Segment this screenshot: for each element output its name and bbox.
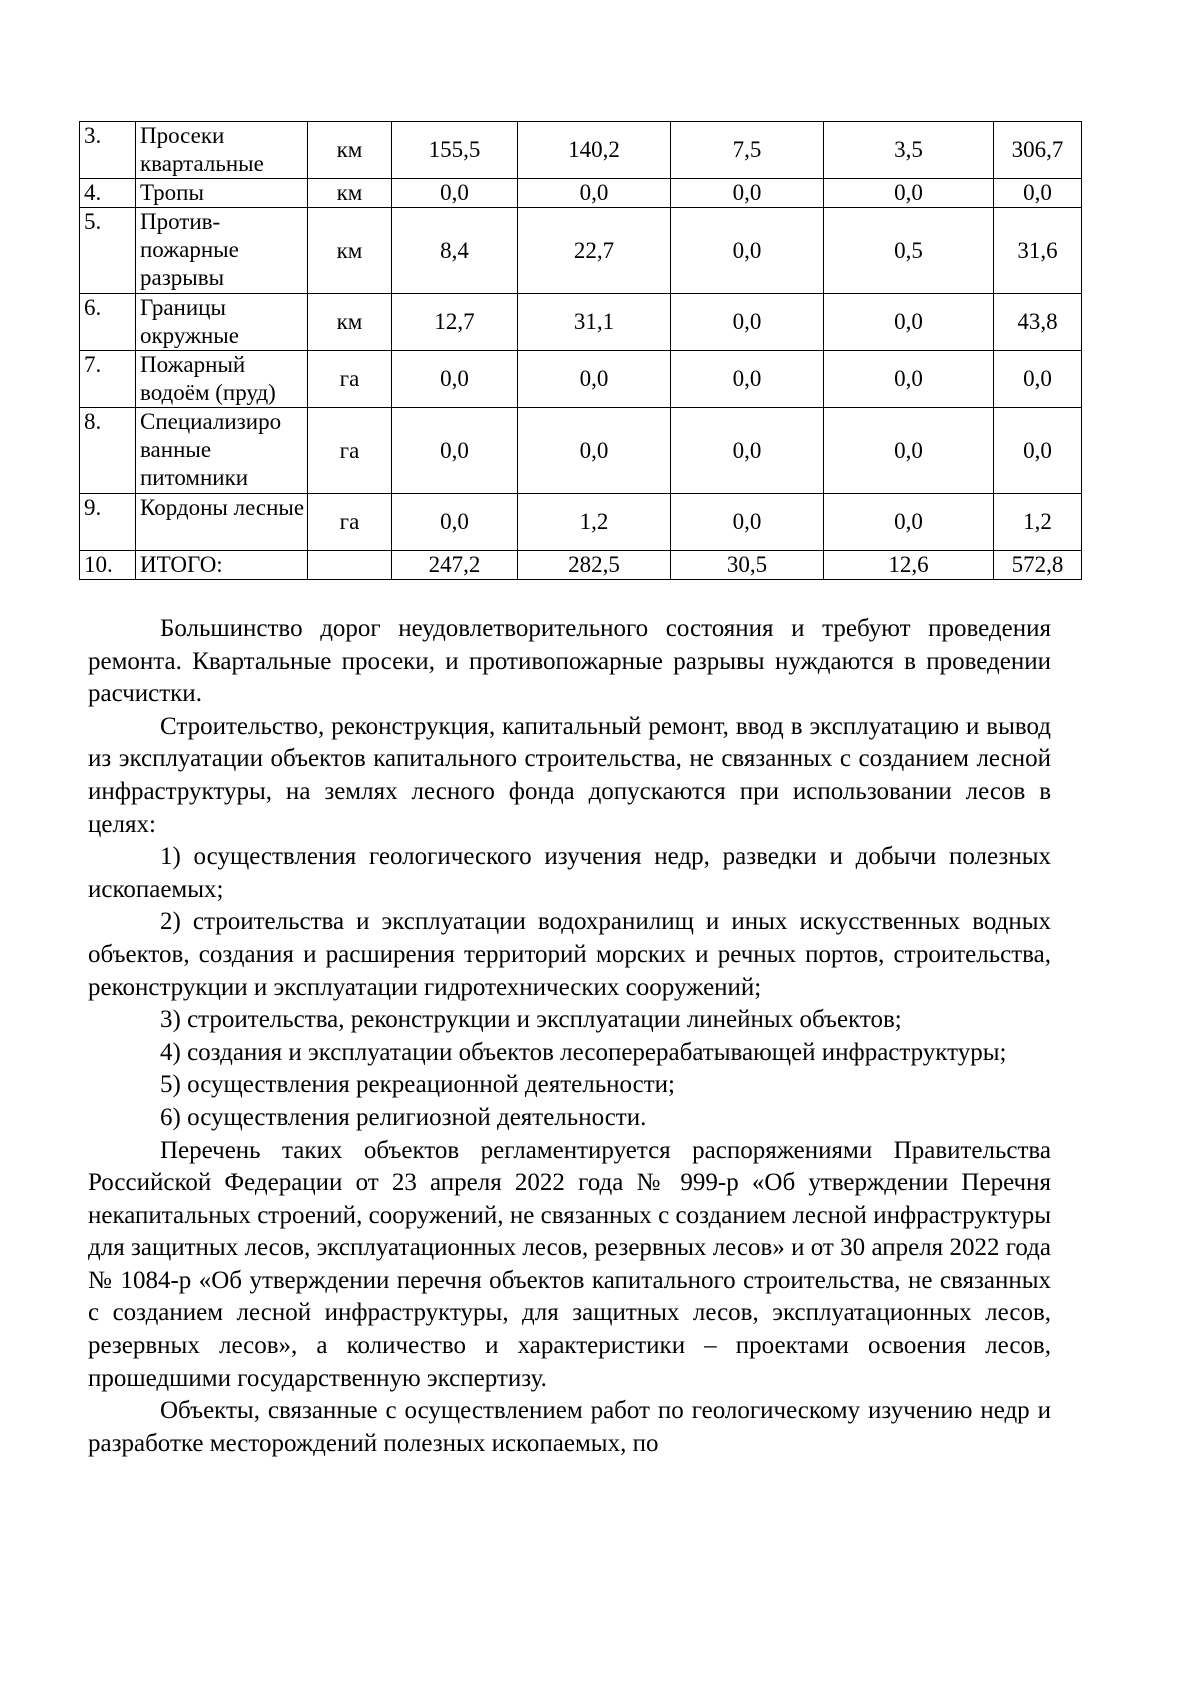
row-number: 5. bbox=[80, 208, 136, 294]
row-value-4: 0,0 bbox=[824, 294, 994, 351]
row-value-4: 0,0 bbox=[824, 408, 994, 494]
row-value-total: 1,2 bbox=[994, 494, 1082, 551]
row-value-total: 0,0 bbox=[994, 408, 1082, 494]
row-name: Пожарный водоём (пруд) bbox=[136, 351, 308, 408]
row-value-3: 7,5 bbox=[671, 122, 824, 179]
row-value-1: 0,0 bbox=[392, 494, 518, 551]
row-value-3: 0,0 bbox=[671, 179, 824, 208]
row-value-1: 0,0 bbox=[392, 351, 518, 408]
row-name: Тропы bbox=[136, 179, 308, 208]
table-row bbox=[80, 208, 1082, 294]
paragraph: Перечень таких объектов регламентируется распоряжениями Правительства Российской Федерации от 23 апреля 2022 года № 999-р «Об утверждении Перечня некапитальных строений, сооружений, не связанных с созданием лесной инфраструктуры для защитных лесов, эксплуатационных лесов, резервных лесов» и от 30 апреля 2022 года № 1084-р «Об утверждении перечня объектов капитального строительства, не связанных с созданием лесной инфраструктуры, для защитных лесов, эксплуатационных лесов, резервных лесов», а количество и характеристики – проектами освоения лесов, прошедшими государственную экспертизу. bbox=[88, 1136, 1051, 1392]
row-value-2: 1,2 bbox=[518, 494, 671, 551]
row-value-2: 31,1 bbox=[518, 294, 671, 351]
row-value-3: 0,0 bbox=[671, 408, 824, 494]
infrastructure-table bbox=[79, 121, 1082, 580]
row-number: 6. bbox=[80, 294, 136, 351]
row-value-3: 30,5 bbox=[671, 551, 824, 580]
table-row bbox=[80, 294, 1082, 351]
row-value-2: 0,0 bbox=[518, 179, 671, 208]
body-text bbox=[88, 613, 1051, 1460]
row-unit: га bbox=[308, 494, 392, 551]
row-value-total: 0,0 bbox=[994, 179, 1082, 208]
list-item: 4) создания и эксплуатации объектов лесоперерабатывающей инфраструктуры; bbox=[160, 1038, 1007, 1066]
row-unit: га bbox=[308, 351, 392, 408]
row-value-1: 247,2 bbox=[392, 551, 518, 580]
row-value-3: 0,0 bbox=[671, 351, 824, 408]
row-value-2: 22,7 bbox=[518, 208, 671, 294]
row-number: 3. bbox=[80, 122, 136, 179]
row-unit: км bbox=[308, 179, 392, 208]
row-value-1: 8,4 bbox=[392, 208, 518, 294]
row-name: Специализиро ванные питомники bbox=[136, 408, 308, 494]
row-value-total: 572,8 bbox=[994, 551, 1082, 580]
row-number: 4. bbox=[80, 179, 136, 208]
row-name: ИТОГО: bbox=[136, 551, 308, 580]
row-number: 8. bbox=[80, 408, 136, 494]
row-unit: км bbox=[308, 294, 392, 351]
table-total-row bbox=[80, 551, 1082, 580]
row-value-total: 306,7 bbox=[994, 122, 1082, 179]
row-unit: км bbox=[308, 122, 392, 179]
row-value-1: 12,7 bbox=[392, 294, 518, 351]
row-name: Кордоны лесные bbox=[136, 494, 308, 551]
row-value-1: 0,0 bbox=[392, 408, 518, 494]
table-row bbox=[80, 351, 1082, 408]
row-value-4: 0,5 bbox=[824, 208, 994, 294]
row-value-2: 282,5 bbox=[518, 551, 671, 580]
row-value-4: 12,6 bbox=[824, 551, 994, 580]
row-value-2: 0,0 bbox=[518, 408, 671, 494]
row-value-4: 0,0 bbox=[824, 179, 994, 208]
row-unit bbox=[308, 551, 392, 580]
row-value-4: 0,0 bbox=[824, 494, 994, 551]
table-row bbox=[80, 179, 1082, 208]
row-value-total: 0,0 bbox=[994, 351, 1082, 408]
row-unit: га bbox=[308, 408, 392, 494]
list-item: 6) осуществления религиозной деятельности. bbox=[160, 1103, 647, 1131]
row-value-total: 43,8 bbox=[994, 294, 1082, 351]
row-value-1: 0,0 bbox=[392, 179, 518, 208]
list-item: 1) осуществления геологического изучения недр, разведки и добычи полезных ископаемых; bbox=[88, 843, 1051, 903]
table-row bbox=[80, 494, 1082, 551]
row-value-total: 31,6 bbox=[994, 208, 1082, 294]
paragraph: Объекты, связанные с осуществлением работ по геологическому изучению недр и разработке месторождений полезных ископаемых, по bbox=[88, 1397, 1051, 1457]
row-number: 7. bbox=[80, 351, 136, 408]
list-item: 5) осуществления рекреационной деятельности; bbox=[160, 1071, 675, 1099]
row-value-3: 0,0 bbox=[671, 294, 824, 351]
table-row bbox=[80, 408, 1082, 494]
paragraph: Строительство, реконструкция, капитальный ремонт, ввод в эксплуатацию и вывод из эксплуатации объектов капитального строительства, не связанных с созданием лесной инфраструктуры, на землях лесного фонда допускаются при использовании лесов в целях: bbox=[88, 712, 1051, 838]
row-value-3: 0,0 bbox=[671, 494, 824, 551]
row-name: Границы окружные bbox=[136, 294, 308, 351]
list-item: 2) строительства и эксплуатации водохранилищ и иных искусственных водных объектов, создания и расширения территорий морских и речных портов, строительства, реконструкции и эксплуатации гидротехнических сооружений; bbox=[88, 908, 1051, 1001]
row-unit: км bbox=[308, 208, 392, 294]
row-value-2: 0,0 bbox=[518, 351, 671, 408]
paragraph: Большинство дорог неудовлетворительного состояния и требуют проведения ремонта. Квартальные просеки, и противопожарные разрывы нуждаются в проведении расчистки. bbox=[88, 615, 1051, 708]
row-number: 10. bbox=[80, 551, 136, 580]
row-number: 9. bbox=[80, 494, 136, 551]
list-item: 3) строительства, реконструкции и эксплуатации линейных объектов; bbox=[160, 1006, 902, 1034]
row-name: Просеки квартальные bbox=[136, 122, 308, 179]
row-value-4: 0,0 bbox=[824, 351, 994, 408]
row-value-3: 0,0 bbox=[671, 208, 824, 294]
row-value-1: 155,5 bbox=[392, 122, 518, 179]
table-row bbox=[80, 122, 1082, 179]
row-value-2: 140,2 bbox=[518, 122, 671, 179]
row-name: Против-пожарные разрывы bbox=[136, 208, 308, 294]
row-value-4: 3,5 bbox=[824, 122, 994, 179]
